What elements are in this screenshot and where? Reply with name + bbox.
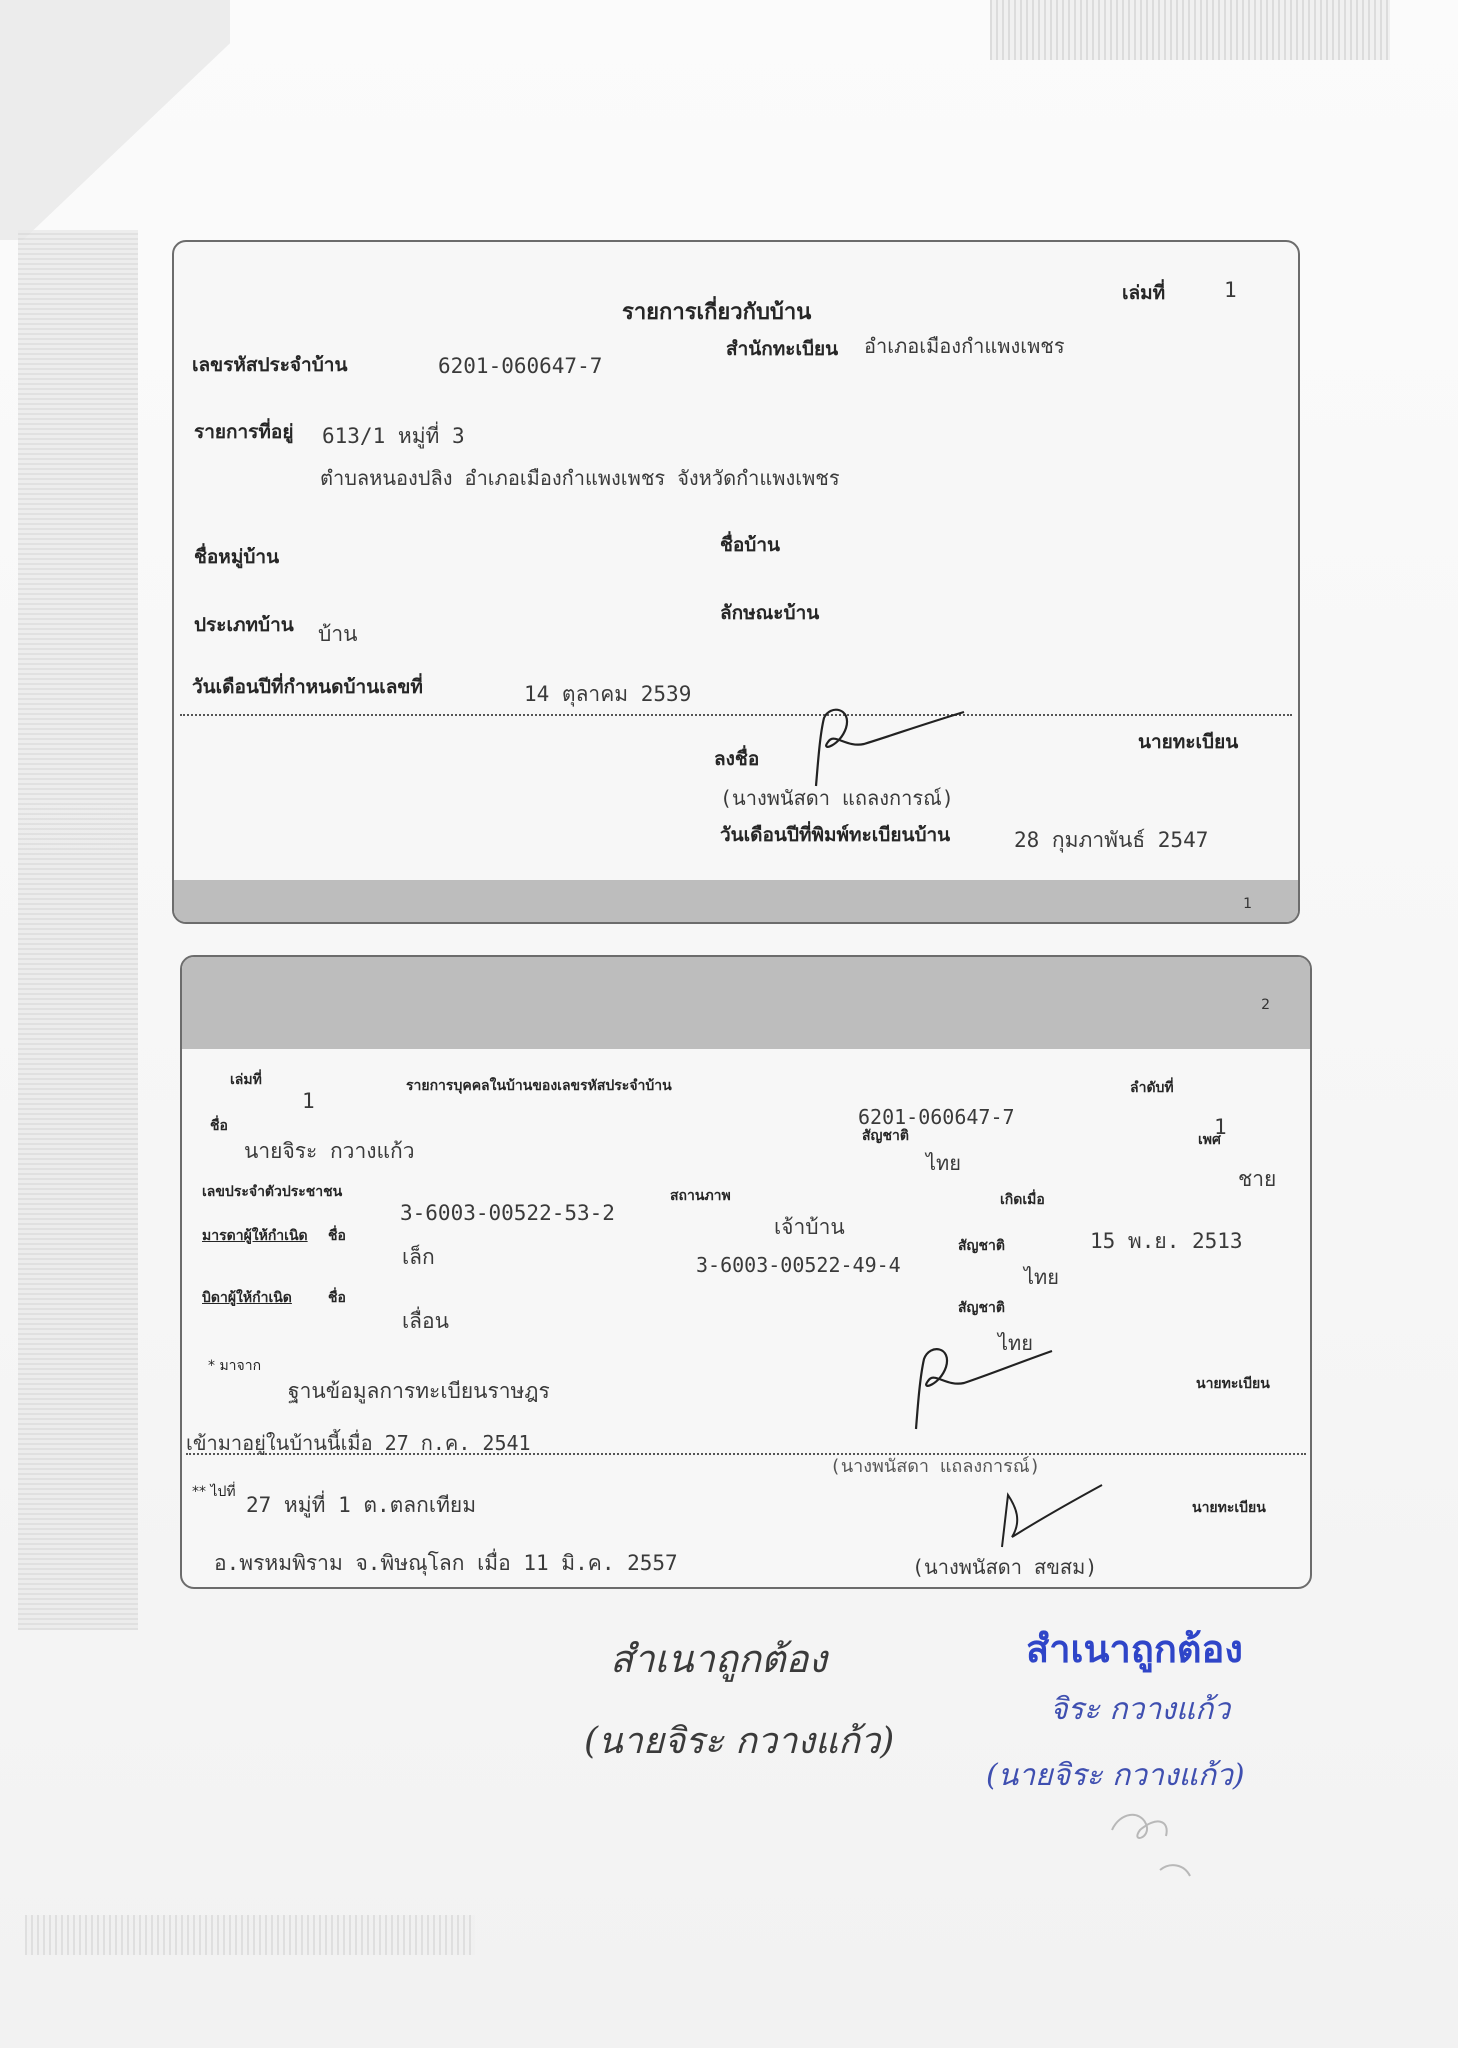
card-footer-band	[174, 880, 1298, 922]
registrar-name: (นางพนัสดา แถลงการณ์)	[720, 786, 954, 810]
father-name-value: เลื่อน	[402, 1309, 450, 1333]
person-details-card	[180, 955, 1312, 1589]
status-label: สถานภาพ	[670, 1188, 731, 1204]
toner-shadow-bottom	[25, 1915, 475, 1955]
to-value-line-2: อ.พรหมพิราม จ.พิษณุโลก เมื่อ 11 มิ.ค. 2557	[214, 1551, 678, 1575]
page-number: 1	[1243, 896, 1252, 912]
house-name-label: ชื่อบ้าน	[720, 534, 781, 556]
registrar-signature-2	[982, 1477, 1112, 1557]
handwritten-name: (นายจิระ กวางแก้ว)	[584, 1721, 895, 1762]
registrar-signature-1	[888, 1337, 1058, 1437]
house-code-value: 6201-060647-7	[858, 1105, 1015, 1129]
office-value: อำเภอเมืองกำแพงเพชร	[864, 334, 1065, 358]
father-nationality-value: ไทย	[998, 1331, 1033, 1355]
order-value: 1	[1214, 1115, 1227, 1139]
date-assigned-label: วันเดือนปีที่กำหนดบ้านเลขที่	[192, 676, 423, 698]
registrar-label-1: นายทะเบียน	[1196, 1376, 1270, 1392]
book-value: 1	[1224, 278, 1237, 302]
house-type-value: บ้าน	[318, 622, 358, 646]
born-value: 15 พ.ย. 2513	[1090, 1229, 1243, 1253]
born-label: เกิดเมื่อ	[1000, 1192, 1045, 1208]
registrar-signature	[794, 702, 974, 792]
book-value: 1	[302, 1089, 315, 1113]
faint-pencil-mark	[1100, 1790, 1220, 1900]
house-code-label: เลขรหัสประจำบ้าน	[192, 354, 348, 376]
father-nationality-label: สัญชาติ	[958, 1300, 1005, 1316]
date-assigned-value: 14 ตุลาคม 2539	[524, 682, 692, 706]
dotted-divider	[180, 714, 1292, 716]
house-code-value: 6201-060647-7	[438, 354, 603, 378]
father-name-label: ชื่อ	[328, 1290, 346, 1306]
name-value: นายจิระ กวางแก้ว	[244, 1139, 415, 1163]
office-label: สำนักทะเบียน	[726, 338, 839, 360]
mother-nationality-label: สัญชาติ	[958, 1238, 1005, 1254]
to-value-line-1: 27 หมู่ที่ 1 ต.ตลกเทียม	[246, 1493, 477, 1517]
card-title: รายการเกี่ยวกับบ้าน	[622, 300, 812, 325]
from-label: * มาจาก	[208, 1358, 262, 1374]
house-char-label: ลักษณะบ้าน	[720, 602, 820, 624]
toner-shadow-top	[990, 0, 1390, 60]
moved-in-value: เข้ามาอยู่ในบ้านนี้เมื่อ 27 ก.ค. 2541	[186, 1431, 531, 1455]
mother-name-label: ชื่อ	[328, 1228, 346, 1244]
card-title: รายการบุคคลในบ้านของเลขรหัสประจำบ้าน	[406, 1078, 672, 1094]
id-label: เลขประจำตัวประชาชน	[202, 1184, 343, 1200]
handwritten-certified-copy: สำเนาถูกต้อง	[610, 1637, 827, 1681]
registrar-name-1: (นางพนัสดา แถลงการณ์)	[830, 1456, 1041, 1477]
sex-label: เพศ	[1198, 1132, 1221, 1148]
card-header-band	[182, 957, 1310, 1049]
from-value: ฐานข้อมูลการทะเบียนราษฎร	[288, 1379, 550, 1403]
mother-name-value: เล็ก	[402, 1245, 435, 1269]
registrar-name-2: (นางพนัสดา สขสม)	[912, 1555, 1098, 1579]
print-date-value: 28 กุมภาพันธ์ 2547	[1014, 828, 1209, 852]
toner-shadow-left	[18, 230, 138, 1630]
village-label: ชื่อหมู่บ้าน	[194, 546, 280, 568]
blue-signature-name: จิระ กวางแก้ว	[1050, 1692, 1231, 1727]
blue-printed-name: (นายจิระ กวางแก้ว)	[986, 1758, 1245, 1793]
status-value: เจ้าบ้าน	[774, 1215, 845, 1239]
to-label: ** ไปที่	[192, 1484, 236, 1500]
address-label: รายการที่อยู่	[194, 421, 294, 443]
sex-value: ชาย	[1238, 1167, 1277, 1191]
house-details-card	[172, 240, 1300, 924]
registrar-label: นายทะเบียน	[1138, 731, 1239, 753]
print-date-label: วันเดือนปีที่พิมพ์ทะเบียนบ้าน	[720, 824, 951, 846]
dotted-divider	[186, 1453, 1306, 1455]
father-label: บิดาผู้ให้กำเนิด	[202, 1290, 292, 1306]
house-type-label: ประเภทบ้าน	[194, 614, 294, 636]
registrar-label-2: นายทะเบียน	[1192, 1500, 1266, 1516]
nationality-label: สัญชาติ	[862, 1128, 909, 1144]
id-value: 3-6003-00522-53-2	[400, 1201, 615, 1225]
certified-copy-stamp: สำเนาถูกต้อง	[1026, 1629, 1243, 1671]
name-label: ชื่อ	[210, 1118, 228, 1134]
sign-label: ลงชื่อ	[714, 748, 760, 770]
order-label: ลำดับที่	[1130, 1080, 1174, 1096]
book-label: เล่มที่	[230, 1072, 262, 1088]
mother-nationality-value: ไทย	[1024, 1265, 1059, 1289]
mother-id-value: 3-6003-00522-49-4	[696, 1253, 901, 1277]
book-label: เล่มที่	[1122, 282, 1166, 304]
nationality-value: ไทย	[926, 1151, 961, 1175]
mother-label: มารดาผู้ให้กำเนิด	[202, 1228, 308, 1244]
address-line-1: 613/1 หมู่ที่ 3	[322, 424, 465, 448]
address-line-2: ตำบลหนองปลิง อำเภอเมืองกำแพงเพชร จังหวัดกำแพงเพชร	[320, 466, 840, 490]
folded-corner	[0, 0, 230, 240]
page-number: 2	[1261, 997, 1270, 1013]
